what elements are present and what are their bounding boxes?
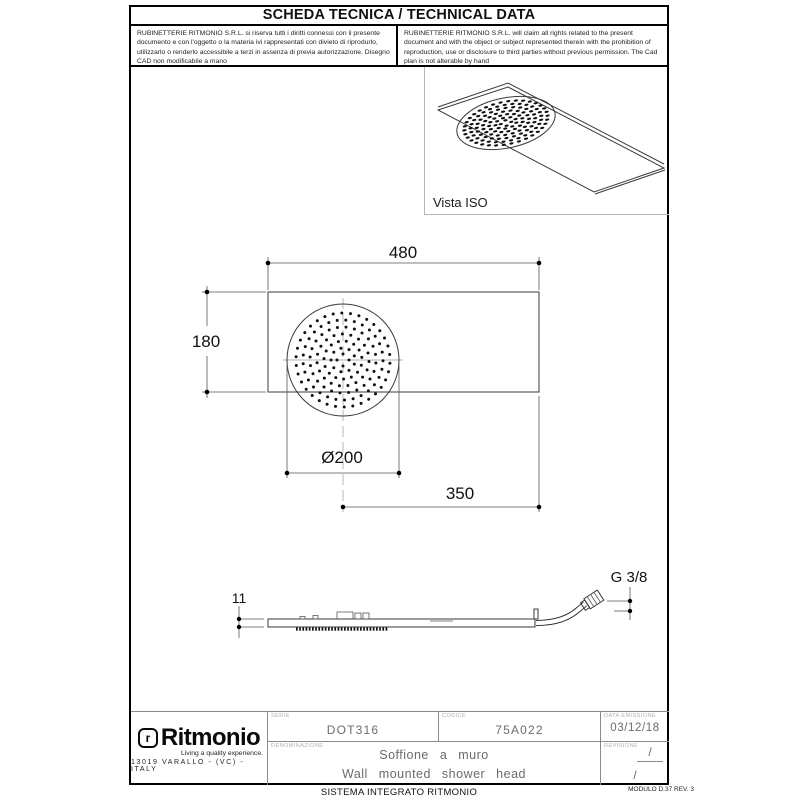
revision-value-top: / <box>637 745 663 762</box>
dim-diameter-label: Ø200 <box>321 448 363 467</box>
title-block-codice-cell <box>438 711 600 741</box>
date-label: DATA EMISSIONE <box>604 713 657 719</box>
dim-thread-label: G 3/8 <box>610 569 648 586</box>
denomination-italian: Soffione a muro <box>379 748 489 762</box>
dim-180-label: 180 <box>191 332 221 351</box>
title-block-revision-cell <box>600 741 669 785</box>
brand-logo <box>138 724 260 752</box>
codice-label: CODICE <box>442 713 467 719</box>
serie-label: SERIE <box>271 713 290 719</box>
dim-thickness-label: 11 <box>231 590 247 606</box>
disclaimer-english: RUBINETTERIE RITMONIO S.R.L. will claim all rights related to the present document and with the object or subject represented therein with the prohibition of reproduction, use or disclosure to third parties without previous permission. The Cad plan is not alterable by hand <box>404 30 658 66</box>
date-value: 03/12/18 <box>610 722 660 734</box>
dim-350-label: 350 <box>445 484 475 503</box>
brand-name: Ritmonio <box>160 724 261 751</box>
iso-view-label: Vista ISO <box>433 195 488 210</box>
brand-address: 13019 VARALLO - (VC) - ITALY <box>131 759 245 773</box>
codice-value: 75A022 <box>495 723 544 737</box>
revision-label: REVISIONE <box>604 743 639 749</box>
title-block-date-cell <box>600 711 669 741</box>
disclaimer-row <box>131 26 667 67</box>
title-block-logo-cell <box>131 711 267 785</box>
denomination-english: Wall mounted shower head <box>341 767 526 781</box>
dim-480-label: 480 <box>388 243 418 262</box>
footer-system-text: SISTEMA INTEGRATO RITMONIO <box>320 787 478 798</box>
ritmonio-logo-icon: r <box>138 728 158 748</box>
title-block-serie-cell <box>267 711 438 741</box>
disclaimer-italian: RUBINETTERIE RITMONIO S.R.L. si riserva tutti i diritti connessi con il presente documento e con l'oggetto o la materia ivi rappresentati con divieto di riprodurlo, utilizzarlo o renderlo accessibile a terzi in assenza di previa autorizzazione. Disegno CAD non modificabile a mano <box>131 26 398 65</box>
brand-tagline: Living a quality experience. <box>181 750 263 757</box>
sheet-border <box>129 5 669 785</box>
denomination-label: DENOMINAZIONE <box>271 743 324 749</box>
footer-module-text: MODULO D.37 REV. 3 <box>628 786 694 793</box>
serie-value: DOT316 <box>326 723 380 737</box>
revision-value-bottom: / <box>633 768 637 782</box>
iso-view-box <box>424 67 669 215</box>
page-title: SCHEDA TECNICA / TECHNICAL DATA <box>131 7 667 26</box>
title-block-denomination-cell <box>267 741 600 785</box>
